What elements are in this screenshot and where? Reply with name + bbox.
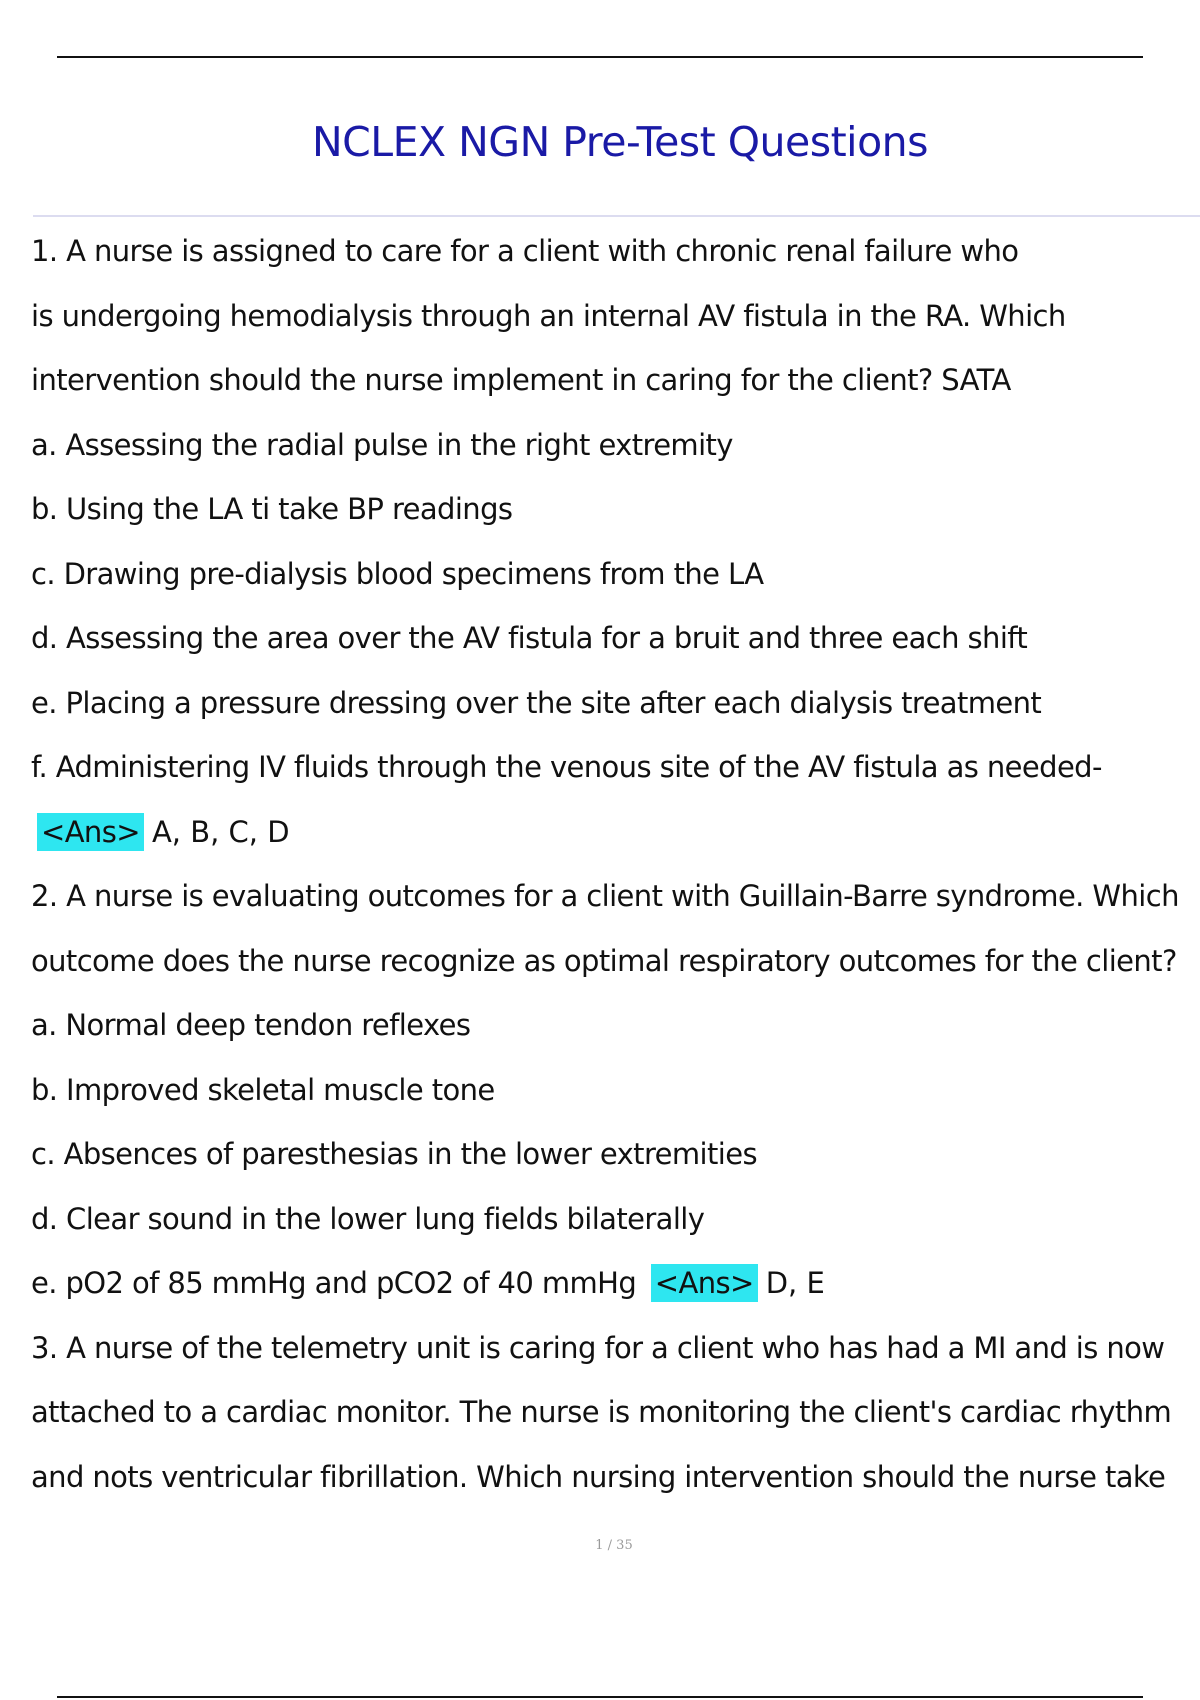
question-content bbox=[31, 219, 1200, 1509]
answer-value: A, B, C, D bbox=[151, 814, 290, 849]
question-3-stem-line-3: and nots ventricular fibrillation. Which nursing intervention should the nurse take bbox=[31, 1459, 1166, 1494]
question-3-stem-line-2: attached to a cardiac monitor. The nurse is monitoring the client's cardiac rhythm bbox=[31, 1395, 1172, 1429]
question-2-stem-line-1: 2. A nurse is evaluating outcomes for a client with Guillain-Barre syndrome. Which bbox=[31, 879, 1179, 913]
question-1-stem-line-2: is undergoing hemodialysis through an internal AV fistula in the RA. Which bbox=[31, 298, 1066, 333]
answer-highlight: <Ans> bbox=[651, 1264, 758, 1302]
question-1-option-e: e. Placing a pressure dressing over the site after each dialysis treatment bbox=[31, 685, 1042, 720]
bottom-rule bbox=[57, 1696, 1143, 1698]
question-1-option-b: b. Using the LA ti take BP readings bbox=[31, 492, 513, 526]
question-1-stem-line-3: intervention should the nurse implement in caring for the client? SATA bbox=[31, 363, 1011, 397]
top-rule bbox=[57, 56, 1143, 58]
question-1-option-f: f. Administering IV fluids through the venous site of the AV fistula as needed- bbox=[31, 750, 1102, 784]
answer-value: D, E bbox=[765, 1266, 825, 1300]
question-number: 3. bbox=[31, 1330, 58, 1365]
page-indicator: 1 / 35 bbox=[595, 1538, 633, 1553]
question-1-option-a: a. Assessing the radial pulse in the right extremity bbox=[31, 427, 733, 462]
question-number: 2. bbox=[31, 879, 58, 913]
question-1-stem-line-1: 1. A nurse is assigned to care for a client with chronic renal failure who bbox=[31, 234, 1019, 268]
question-2-option-e: e. pO2 of 85 mmHg and pCO2 of 40 mmHg <Ans> D, E bbox=[31, 1266, 825, 1300]
question-2-option-d: d. Clear sound in the lower lung fields bilaterally bbox=[31, 1201, 705, 1236]
question-3-stem-line-1: 3. A nurse of the telemetry unit is caring for a client who has had a MI and is now bbox=[31, 1330, 1165, 1365]
question-2-stem-line-2: outcome does the nurse recognize as optimal respiratory outcomes for the client? bbox=[31, 943, 1177, 978]
question-2-option-a: a. Normal deep tendon reflexes bbox=[31, 1008, 471, 1042]
question-2-option-b: b. Improved skeletal muscle tone bbox=[31, 1072, 495, 1107]
title-divider bbox=[33, 215, 1200, 217]
question-1-option-c: c. Drawing pre-dialysis blood specimens from the LA bbox=[31, 556, 764, 591]
question-1-option-d: d. Assessing the area over the AV fistula for a bruit and three each shift bbox=[31, 621, 1028, 655]
answer-highlight: <Ans> bbox=[37, 813, 144, 851]
question-1-answer bbox=[31, 800, 1200, 865]
page-title: NCLEX NGN Pre-Test Questions bbox=[311, 118, 929, 166]
question-number: 1. bbox=[31, 234, 58, 268]
question-2-option-c: c. Absences of paresthesias in the lower extremities bbox=[31, 1137, 757, 1171]
